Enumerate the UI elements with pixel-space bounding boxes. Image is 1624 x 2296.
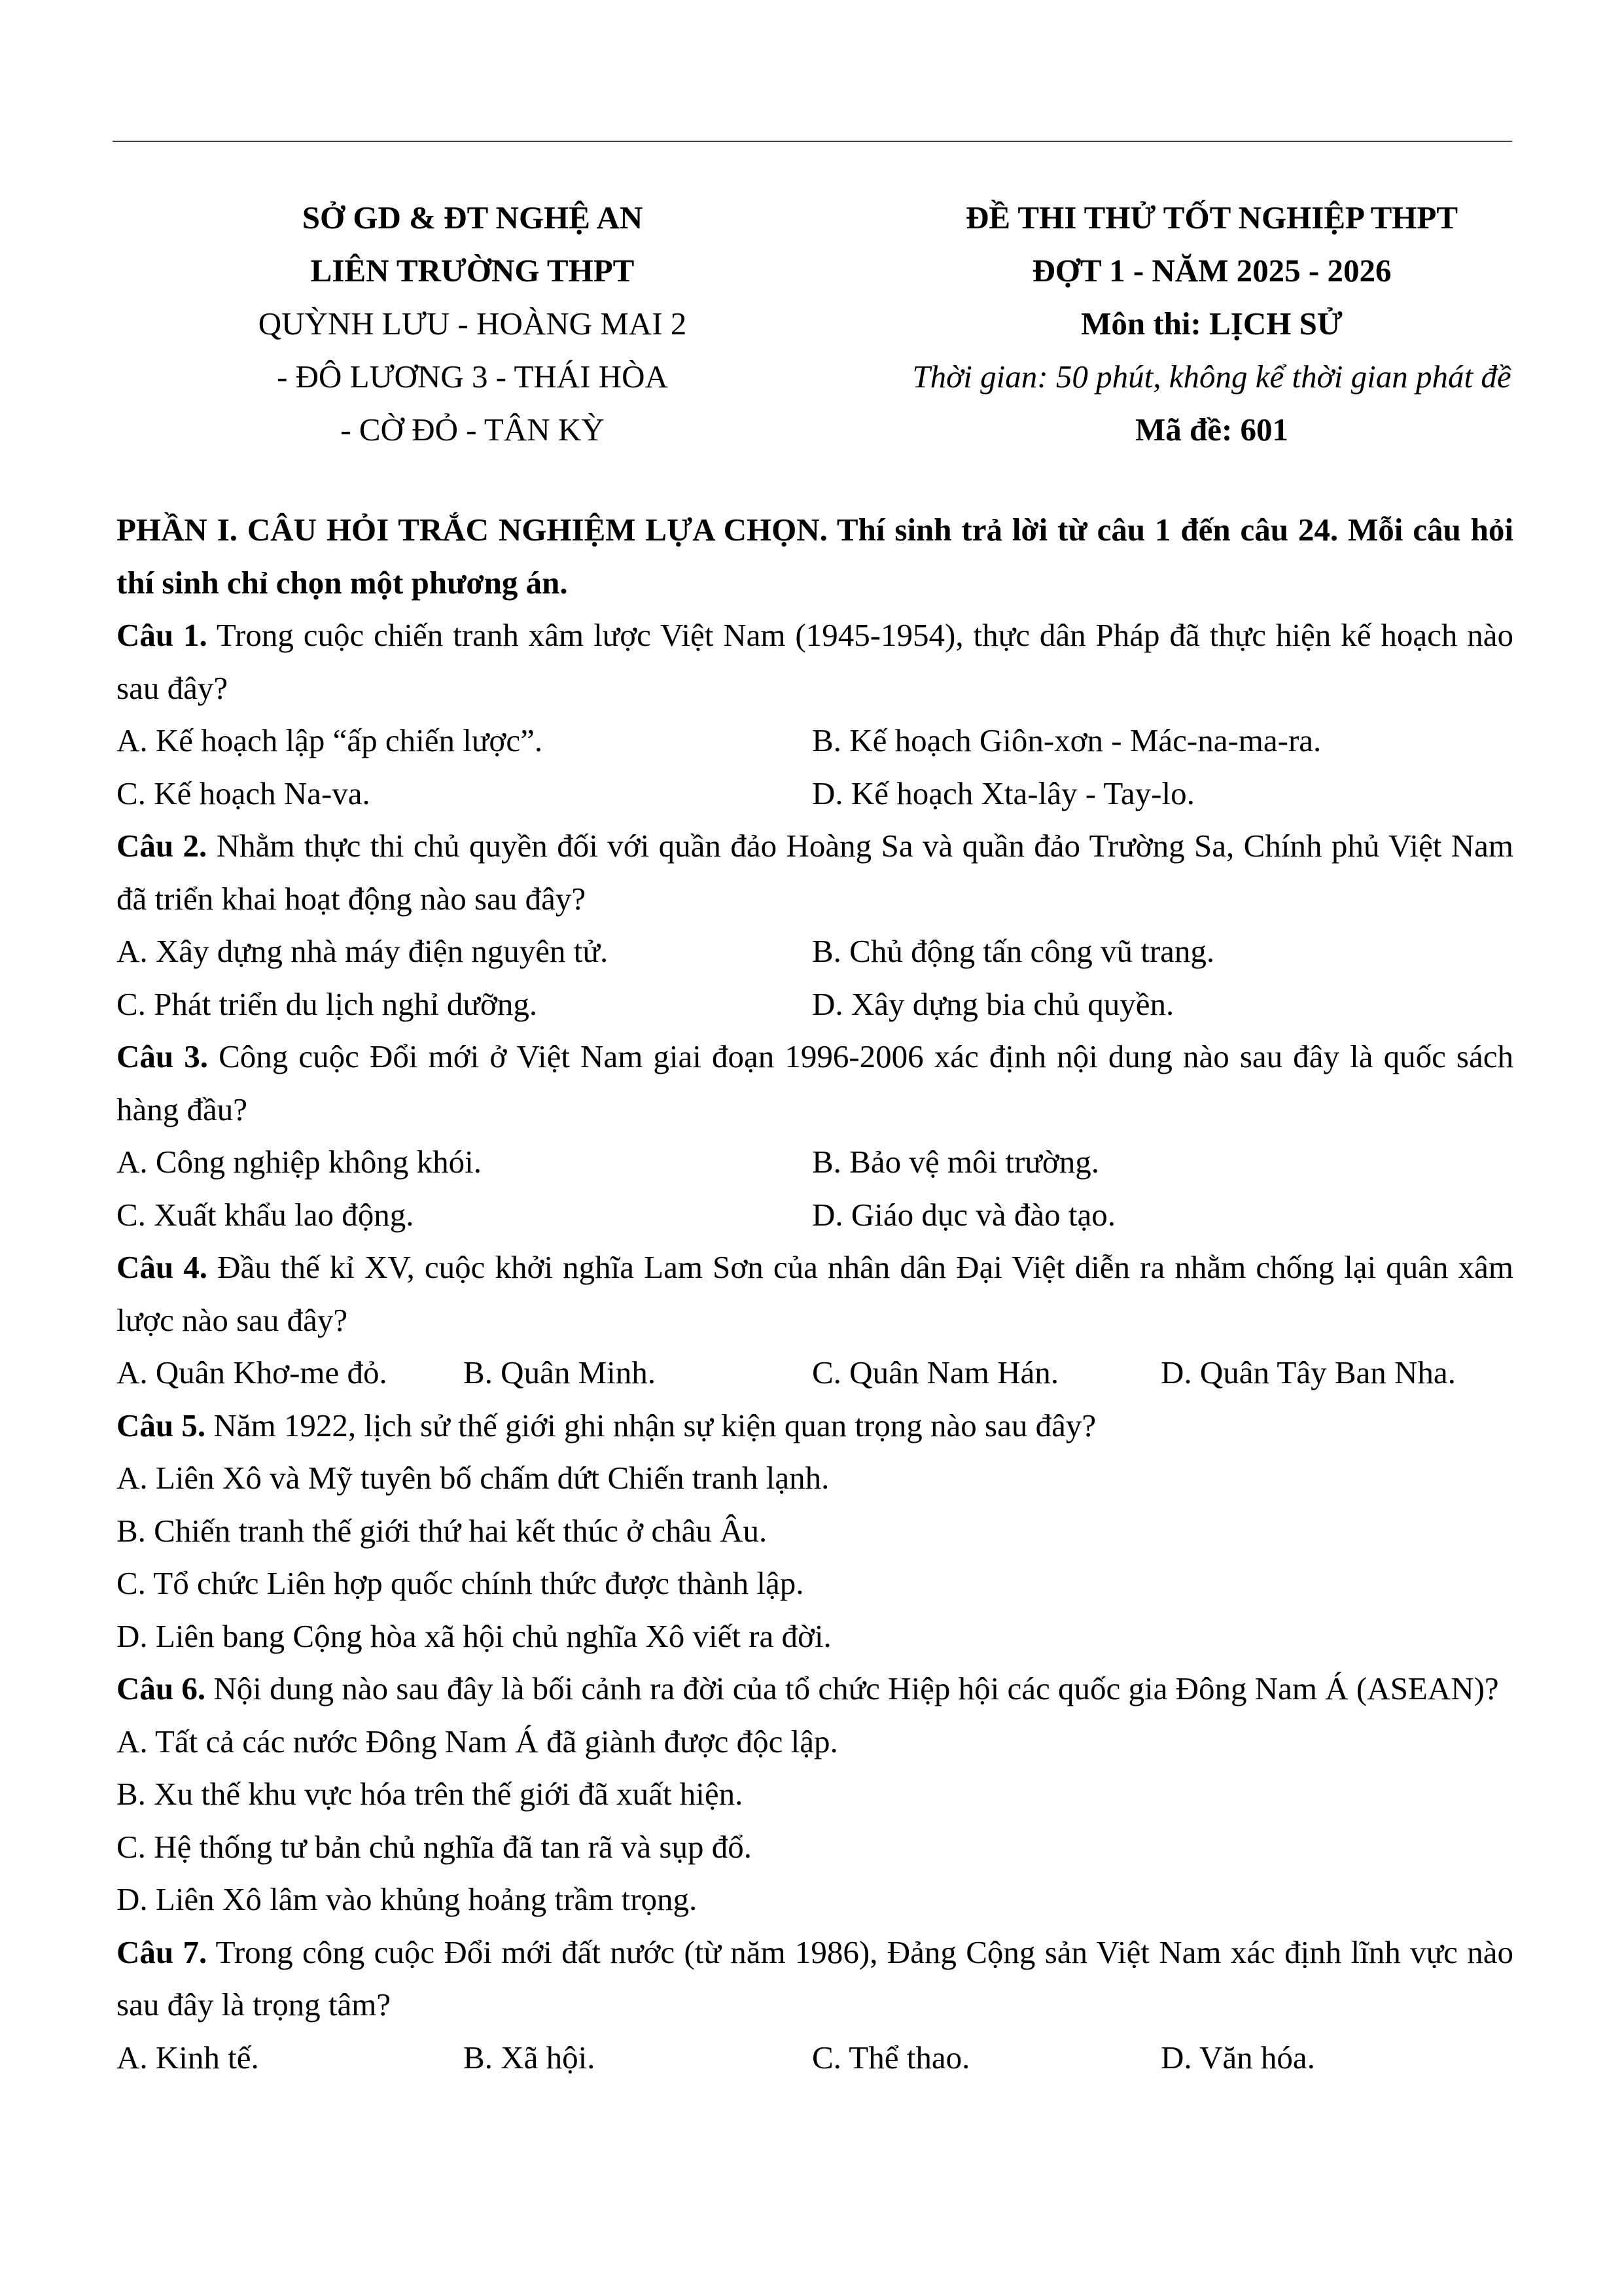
option-b: B. Chủ động tấn công vũ trang. <box>812 933 1215 969</box>
option-c: C. Xuất khẩu lao động. <box>116 1196 414 1233</box>
option-a: A. Kế hoạch lập “ấp chiến lược”. <box>116 722 543 758</box>
question-5 <box>116 1400 1513 1663</box>
question-3 <box>116 1031 1513 1241</box>
option-d: D. Kế hoạch Xta-lây - Tay-lo. <box>812 775 1195 811</box>
question-text: Công cuộc Đổi mới ở Việt Nam giai đoạn 1996-2006 xác định nội dung nào sau đây là quốc sách hàng đầu? <box>116 1038 1514 1127</box>
option-c: C. Thể thao. <box>812 2039 970 2075</box>
exam-time: Thời gian: 50 phút, không kể thời gian phát đề <box>912 359 1511 395</box>
option-d: D. Liên bang Cộng hòa xã hội chủ nghĩa Xô viết ra đời. <box>116 1617 832 1654</box>
question-text: Trong công cuộc Đổi mới đất nước (từ năm 1986), Đảng Cộng sản Việt Nam xác định lĩnh vực nào sau đây là trọng tâm? <box>116 1934 1513 2022</box>
section-title: PHẦN I. CÂU HỎI TRẮC NGHIỆM LỰA CHỌN. Thí sinh trả lời từ câu 1 đến câu 24. Mỗi câu hỏi thí sinh chỉ chọn một phương án. <box>116 512 1513 601</box>
question-label: Câu 6. <box>116 1670 206 1706</box>
option-a: A. Quân Khơ-me đỏ. <box>116 1354 387 1390</box>
exam-header <box>113 191 1512 466</box>
option-d: D. Xây dựng bia chủ quyền. <box>812 985 1174 1022</box>
exam-round: ĐỢT 1 - NĂM 2025 - 2026 <box>1032 253 1392 289</box>
school-list-line-3: - CỜ ĐỎ - TÂN KỲ <box>340 412 605 448</box>
school-list-line-1: QUỲNH LƯU - HOÀNG MAI 2 <box>258 306 687 342</box>
question-text: Đầu thế kỉ XV, cuộc khởi nghĩa Lam Sơn của nhân dân Đại Việt diễn ra nhằm chống lại quân xâm lược nào sau đây? <box>116 1249 1514 1338</box>
option-c: C. Kế hoạch Na-va. <box>116 775 370 811</box>
question-label: Câu 1. <box>116 617 207 653</box>
school-list-line-2: - ĐÔ LƯƠNG 3 - THÁI HÒA <box>277 359 668 395</box>
exam-subject: Môn thi: LỊCH SỬ <box>1081 306 1343 342</box>
question-2 <box>116 820 1513 1031</box>
option-d: D. Văn hóa. <box>1161 2039 1315 2075</box>
question-6 <box>116 1663 1513 1926</box>
exam-title: ĐỀ THI THỬ TỐT NGHIỆP THPT <box>965 200 1458 236</box>
option-b: B. Quân Minh. <box>463 1354 656 1390</box>
option-d: D. Liên Xô lâm vào khủng hoảng trầm trọng. <box>116 1881 697 1917</box>
option-c: C. Quân Nam Hán. <box>812 1354 1059 1390</box>
top-divider <box>113 141 1512 142</box>
option-b: B. Kế hoạch Giôn-xơn - Mác-na-ma-ra. <box>812 722 1322 758</box>
department-name: SỞ GD & ĐT NGHỆ AN <box>302 200 643 236</box>
option-c: C. Hệ thống tư bản chủ nghĩa đã tan rã và sụp đổ. <box>116 1828 752 1865</box>
question-label: Câu 4. <box>116 1249 208 1285</box>
option-c: C. Phát triển du lịch nghỉ dưỡng. <box>116 985 538 1022</box>
exam-info <box>767 191 1624 456</box>
option-b: B. Xu thế khu vực hóa trên thế giới đã xuất hiện. <box>116 1776 743 1812</box>
option-a: A. Xây dựng nhà máy điện nguyên tử. <box>116 933 609 969</box>
school-info <box>113 191 832 456</box>
option-a: A. Công nghiệp không khói. <box>116 1144 482 1180</box>
school-group-name: LIÊN TRƯỜNG THPT <box>310 253 635 289</box>
option-b: B. Chiến tranh thế giới thứ hai kết thúc ở châu Âu. <box>116 1512 768 1549</box>
question-label: Câu 2. <box>116 828 207 864</box>
question-label: Câu 3. <box>116 1038 208 1074</box>
question-text: Trong cuộc chiến tranh xâm lược Việt Nam (1945-1954), thực dân Pháp đã thực hiện kế hoạch nào sau đây? <box>116 617 1514 706</box>
question-text: Năm 1922, lịch sử thế giới ghi nhận sự kiện quan trọng nào sau đây? <box>213 1407 1097 1443</box>
question-1 <box>116 609 1513 820</box>
question-label: Câu 7. <box>116 1934 207 1970</box>
option-c: C. Tổ chức Liên hợp quốc chính thức được thành lập. <box>116 1565 804 1601</box>
question-label: Câu 5. <box>116 1407 206 1443</box>
question-7 <box>116 1926 1513 2085</box>
option-b: B. Bảo vệ môi trường. <box>812 1144 1099 1180</box>
option-d: D. Quân Tây Ban Nha. <box>1161 1354 1456 1390</box>
option-b: B. Xã hội. <box>463 2039 595 2075</box>
question-text: Nội dung nào sau đây là bối cảnh ra đời của tổ chức Hiệp hội các quốc gia Đông Nam Á (ASEAN)? <box>213 1670 1499 1706</box>
question-text: Nhằm thực thi chủ quyền đối với quần đảo Hoàng Sa và quần đảo Trường Sa, Chính phủ Việt Nam đã triển khai hoạt động nào sau đây? <box>116 828 1513 917</box>
option-a: A. Liên Xô và Mỹ tuyên bố chấm dứt Chiến tranh lạnh. <box>116 1460 830 1496</box>
option-a: A. Kinh tế. <box>116 2039 259 2075</box>
option-a: A. Tất cả các nước Đông Nam Á đã giành được độc lập. <box>116 1723 838 1759</box>
option-d: D. Giáo dục và đào tạo. <box>812 1196 1116 1233</box>
exam-content <box>116 504 1513 2084</box>
exam-code: Mã đề: 601 <box>1135 412 1289 448</box>
question-4 <box>116 1241 1513 1400</box>
